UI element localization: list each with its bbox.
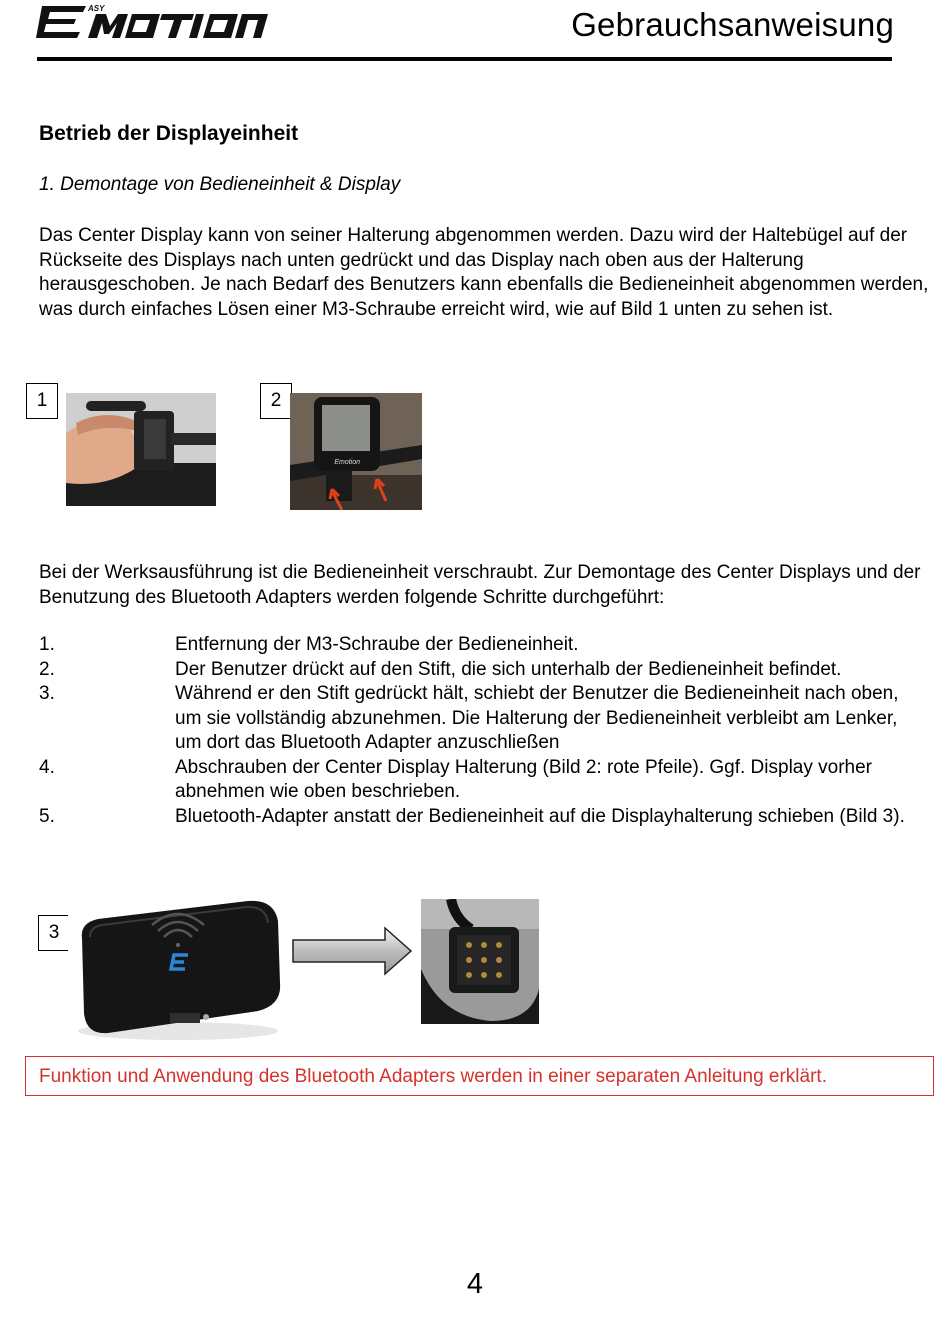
svg-text:ASY: ASY: [88, 4, 105, 13]
list-item: [39, 756, 919, 805]
step-number: 4.: [39, 756, 55, 778]
right-arrow-icon: [291, 925, 413, 977]
header-rule: [37, 57, 892, 61]
steps-list: [39, 633, 919, 829]
page-number: 4: [466, 1268, 484, 1300]
step-number: 5.: [39, 805, 55, 827]
step-text: Entfernung der M3-Schraube der Bedieneinheit.: [175, 634, 579, 655]
photo-bluetooth-adapter: [68, 893, 284, 1043]
list-item: [39, 658, 919, 683]
subheading: 1. Demontage von Bedieneinheit & Display: [39, 174, 401, 195]
document-title: Gebrauchsanweisung: [571, 6, 894, 43]
intro-paragraph: Das Center Display kann von seiner Halterung abgenommen werden. Dazu wird der Haltebügel auf der Rückseite des Displays nach unten gedrückt und das Display nach oben aus der Halterung herausgeschoben. Je nach Bedarf des Benutzers kann ebenfalls die Bedieneinheit abgenommen werden, was durch einfaches Lösen einer M3-Schraube erreicht wird, wie auf Bild 1 unten zu sehen ist.: [39, 225, 929, 320]
step-text: Der Benutzer drückt auf den Stift, die sich unterhalb der Bedieneinheit befindet.: [175, 658, 842, 680]
step-text: Abschrauben der Center Display Halterung (Bild 2: rote Pfeile). Ggf. Display vorher abnehmen wie oben beschrieben.: [175, 756, 872, 802]
photo-center-display: [290, 393, 422, 510]
photo-operating-unit-removal: [66, 393, 216, 506]
display-brand-label: Emotion: [334, 459, 360, 466]
photo-display-mount: [421, 899, 539, 1024]
figure-1-label: 1: [26, 383, 58, 419]
section-heading: Betrieb der Displayeinheit: [39, 122, 299, 145]
step-text: Bluetooth-Adapter anstatt der Bedieneinheit auf die Displayhalterung schieben (Bild 3).: [175, 805, 905, 827]
figure-2-label: 2: [260, 383, 292, 419]
factory-paragraph: Bei der Werksausführung ist die Bedieneinheit verschraubt. Zur Demontage des Center Displays und der Benutzung des Bluetooth Adapters werden folgende Schritte durchgeführt:: [39, 562, 921, 608]
step-number: 3.: [39, 683, 55, 704]
list-item: [39, 682, 919, 756]
step-number: 1.: [39, 634, 55, 655]
easy-emotion-logo: [36, 2, 306, 42]
list-item: [39, 805, 919, 830]
step-text: Während er den Stift gedrückt hält, schiebt der Benutzer die Bedieneinheit nach oben, um sie vollständig abzunehmen. Die Halterung der Bedieneinheit verbleibt am Lenker, um dort das Bluetooth Adapter anzuschließen: [175, 683, 899, 753]
notice-box: [25, 1056, 934, 1096]
figure-3-label: 3: [38, 915, 70, 951]
list-item: [39, 633, 919, 658]
step-number: 2.: [39, 658, 55, 680]
notice-text: Funktion und Anwendung des Bluetooth Adapters werden in einer separaten Anleitung erklärt.: [39, 1066, 827, 1087]
